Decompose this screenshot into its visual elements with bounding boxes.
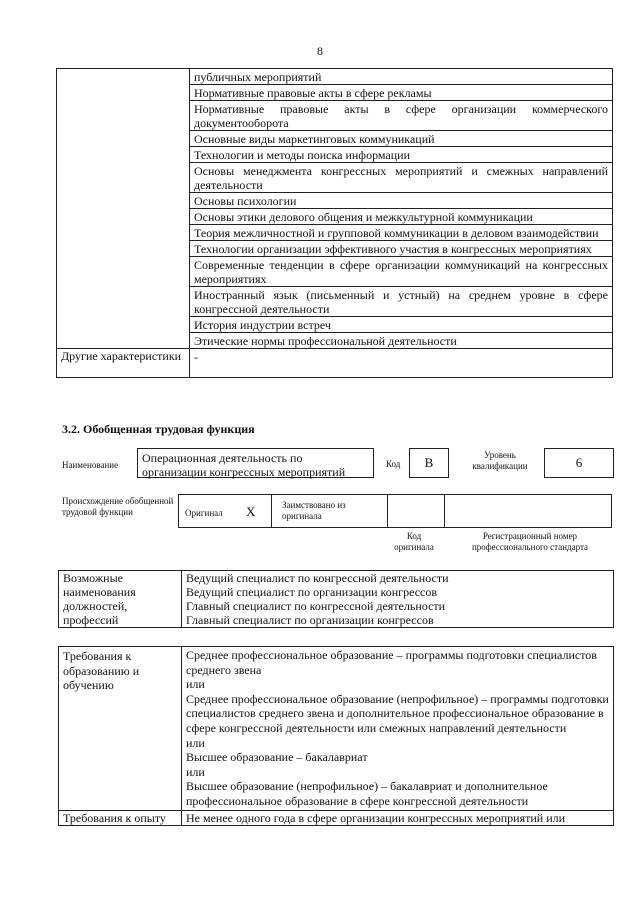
knowledge-item: Технологии организации эффективного участия в конгрессных мероприятиях — [190, 241, 613, 257]
knowledge-item: Иностранный язык (письменный и устный) на среднем уровне в сфере конгрессной деятельности — [190, 287, 613, 317]
level-label: Уровень квалификации — [472, 450, 528, 471]
knowledge-item: публичных мероприятий — [190, 69, 613, 85]
knowledge-item: Этические нормы профессиональной деятельности — [190, 333, 613, 349]
knowledge-item: Основы психологии — [190, 193, 613, 209]
education-value — [182, 647, 614, 811]
knowledge-item: Основы менеджмента конгрессных мероприятий и смежных направлений деятельности — [190, 163, 613, 193]
original-mark: X — [246, 504, 256, 519]
knowledge-item: Основы этики делового общения и межкультурной коммуникации — [190, 209, 613, 225]
position-item: Ведущий специалист по конгрессной деятельности — [186, 571, 449, 585]
experience-value: Не менее одного года в сфере организации конгрессных мероприятий или — [182, 810, 614, 826]
origin-divider — [387, 495, 388, 527]
other-characteristics-label: Другие характеристики — [57, 349, 190, 378]
level-value: 6 — [544, 448, 614, 478]
requirements-table — [58, 646, 614, 826]
origin-divider — [444, 495, 445, 527]
knowledge-left-cell — [57, 69, 190, 349]
knowledge-item: Основные виды маркетинговых коммуникаций — [190, 131, 613, 147]
section-title: 3.2. Обобщенная трудовая функция — [62, 422, 255, 436]
education-line: или — [186, 735, 205, 750]
page-number: 8 — [317, 44, 323, 58]
education-line: или — [186, 764, 205, 779]
position-item: Ведущий специалист по организации конгрессов — [186, 585, 438, 599]
knowledge-item: Современные тенденции в сфере организации коммуникаций на конгрессных мероприятиях — [190, 257, 613, 287]
code-label: Код — [386, 459, 401, 469]
education-label: Требования к образованию и обучению — [59, 647, 182, 811]
knowledge-item: Технологии и методы поиска информации — [190, 147, 613, 163]
knowledge-item: Теория межличностной и групповой коммуникации в деловом взаимодействии — [190, 225, 613, 241]
borrowed-label: Заимствовано из оригинала — [282, 500, 346, 521]
position-item: Главный специалист по организации конгрессов — [186, 613, 434, 627]
origin-box — [178, 494, 612, 528]
education-line: Среднее профессиональное образование (непрофильное) – программы подготовки специалистов среднего звена и дополнительное профессиональное образование в сфере конгрессной деятельности или смежных направлений деятельности — [186, 691, 609, 735]
positions-table — [58, 570, 614, 628]
education-line: Высшее образование (непрофильное) – бакалавриат и дополнительное профессиональное образование в сфере конгрессной деятельности — [186, 779, 548, 808]
name-value: Операционная деятельность по организации конгрессных мероприятий — [137, 448, 374, 478]
education-line: Высшее образование – бакалавриат — [186, 750, 368, 765]
origin-divider — [271, 495, 272, 527]
experience-label: Требования к опыту — [59, 810, 182, 826]
name-label: Наименование — [62, 460, 119, 470]
positions-value — [182, 571, 614, 628]
original-label: Оригинал — [185, 508, 223, 518]
knowledge-item: Нормативные правовые акты в сфере рекламы — [190, 85, 613, 101]
reg-caption: Регистрационный номер профессионального стандарта — [471, 531, 589, 552]
knowledge-table — [56, 68, 613, 378]
knowledge-item: История индустрии встреч — [190, 317, 613, 333]
code-caption: Код оригинала — [394, 531, 434, 552]
knowledge-item: Нормативные правовые акты в сфере организации коммерческого документооборота — [190, 101, 613, 131]
position-item: Главный специалист по конгрессной деятельности — [186, 599, 446, 613]
education-line: или — [186, 677, 205, 692]
education-line: Среднее профессиональное образование – программы подготовки специалистов среднего звена — [186, 648, 597, 677]
origin-label: Происхождение обобщенной трудовой функции — [62, 496, 174, 517]
other-characteristics-value: - — [190, 349, 613, 378]
positions-label: Возможные наименования должностей, профессий — [59, 571, 182, 628]
code-value: B — [409, 448, 449, 478]
